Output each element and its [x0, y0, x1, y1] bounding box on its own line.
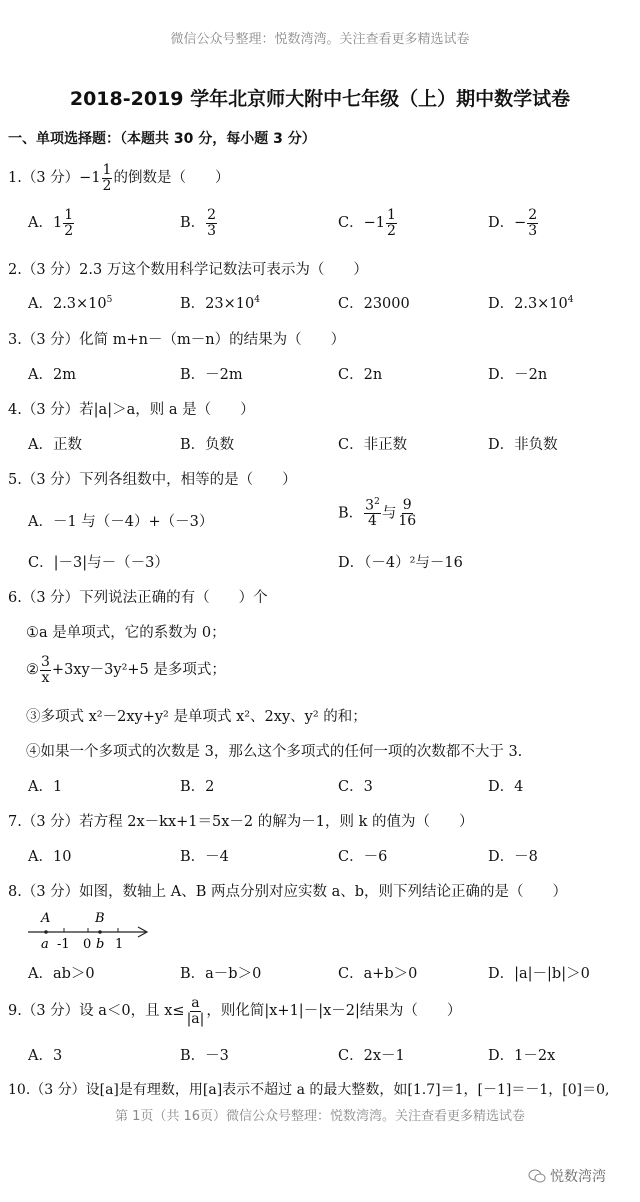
q5-option-d[interactable]: D．（－4）²与－16 [338, 555, 463, 571]
q3-option-b[interactable]: B．－2m [180, 367, 243, 383]
q9-option-d[interactable]: D．1－2x [488, 1048, 556, 1064]
q8-option-d[interactable]: D．|a|－|b|＞0 [488, 966, 590, 982]
page-title: 2018-2019 学年北京师大附中七年级（上）期中数学试卷 [69, 88, 571, 110]
question-4: 4.（3 分）若|a|＞a，则 a 是（ ） [8, 402, 255, 418]
question-9: 9.（3 分）设 a＜0，且 x≤ $\frac{a}{|a|}$ ，则化简|x+1|－|x－2|结果为（ ） [8, 995, 462, 1027]
q1-option-d[interactable]: D．− $\frac{2}{3}$ [488, 207, 538, 239]
q1-suffix: 的倒数是（ ） [113, 170, 230, 187]
q4-option-a[interactable]: A．正数 [28, 437, 82, 453]
label-b: b [96, 937, 105, 952]
q4-option-b[interactable]: B．负数 [180, 437, 235, 453]
question-7: 7.（3 分）若方程 2x－kx+1＝5x－2 的解为－1，则 k 的值为（ ） [8, 814, 474, 830]
q4-option-d[interactable]: D．非负数 [488, 437, 558, 453]
q3-option-a[interactable]: A．2m [28, 367, 76, 383]
q2-option-a[interactable]: A．$2.3\times 10^5$ [28, 295, 113, 312]
q8-option-a[interactable]: A．ab＞0 [28, 966, 95, 982]
q6-statement-3: ③多项式 x²－2xy+y² 是单项式 x²、2xy、y² 的和； [26, 709, 367, 725]
q6-statement-2: ② $\frac{3}{x}$ +3xy－3y²+5 是多项式； [26, 654, 226, 686]
q8-option-c[interactable]: C．a+b＞0 [338, 966, 418, 982]
q4-option-c[interactable]: C．非正数 [338, 437, 408, 453]
label-a: a [41, 937, 49, 952]
q3-option-d[interactable]: D．－2n [488, 367, 548, 383]
brand-watermark [528, 1166, 606, 1186]
brand-name: 悦数湾湾 [550, 1169, 606, 1185]
q6-option-d[interactable]: D．4 [488, 779, 524, 795]
section-heading: 一、单项选择题：（本题共 30 分，每小题 3 分） [8, 131, 316, 147]
q1-prefix: 1.（3 分）−1 [8, 170, 101, 187]
question-8: 8.（3 分）如图，数轴上 A、B 两点分别对应实数 a、b，则下列结论正确的是（ ） [8, 884, 568, 900]
q8-option-b[interactable]: B．a－b＞0 [180, 966, 262, 982]
q9-option-c[interactable]: C．2x－1 [338, 1048, 405, 1064]
q3-option-c[interactable]: C．2n [338, 367, 383, 383]
page-header: 微信公众号整理：悦数湾湾。关注查看更多精选试卷 [170, 32, 470, 47]
q2-option-c[interactable]: C．23000 [338, 296, 410, 312]
q6-option-a[interactable]: A．1 [28, 779, 63, 795]
q5-option-b[interactable]: B． $\frac{3^2}{4}$ 与 $\frac{9}{16}$ [338, 497, 417, 530]
wechat-icon [528, 1169, 546, 1183]
q1-option-c[interactable]: C．−1 $\frac{1}{2}$ [338, 207, 396, 239]
number-line-figure [26, 906, 156, 952]
q2-option-d[interactable]: D．$2.3\times 10^4$ [488, 295, 574, 312]
q2-option-b[interactable]: B．$23\times 10^4$ [180, 295, 260, 312]
q6-statement-1: ①a 是单项式，它的系数为 0； [26, 625, 226, 641]
q1-fraction: $\frac{1}{2}$ [102, 162, 112, 194]
q7-option-d[interactable]: D．－8 [488, 849, 538, 865]
q5-option-a[interactable]: A．－1 与（－4）+（－3） [28, 514, 214, 530]
label-one: 1 [115, 937, 124, 952]
q9-option-b[interactable]: B．－3 [180, 1048, 229, 1064]
question-1 [8, 163, 229, 193]
q6-option-b[interactable]: B．2 [180, 779, 215, 795]
q7-option-c[interactable]: C．－6 [338, 849, 388, 865]
question-3: 3.（3 分）化简 m+n－（m－n）的结果为（ ） [8, 332, 346, 348]
question-5: 5.（3 分）下列各组数中，相等的是（ ） [8, 472, 297, 488]
question-6: 6.（3 分）下列说法正确的有（ ）个 [8, 590, 268, 606]
page-footer: 第 1页（共 16页）微信公众号整理：悦数湾湾。关注查看更多精选试卷 [114, 1109, 526, 1124]
label-zero: 0 [83, 937, 92, 952]
question-10: 10.（3 分）设[a]是有理数，用[a]表示不超过 a 的最大整数，如[1.7]＝1，[－1]＝－1，[0]＝0, [8, 1082, 610, 1098]
point-b [98, 930, 102, 934]
q7-option-a[interactable]: A．10 [28, 849, 72, 865]
q5-option-c[interactable]: C．|－3|与－（－3） [28, 555, 169, 571]
point-a [44, 930, 48, 934]
q9-option-a[interactable]: A．3 [28, 1048, 63, 1064]
label-minus-one: -1 [57, 937, 70, 952]
q1-option-b[interactable]: B． $\frac{2}{3}$ [180, 207, 217, 239]
q7-option-b[interactable]: B．－4 [180, 849, 229, 865]
q1-option-a[interactable]: A．1 $\frac{1}{2}$ [28, 207, 74, 239]
q6-statement-4: ④如果一个多项式的次数是 3，那么这个多项式的任何一项的次数都不大于 3. [26, 744, 523, 760]
q6-option-c[interactable]: C．3 [338, 779, 373, 795]
label-B: B [95, 911, 105, 926]
question-2: 2.（3 分）2.3 万这个数用科学记数法可表示为（ ） [8, 262, 368, 278]
label-A: A [41, 911, 51, 926]
